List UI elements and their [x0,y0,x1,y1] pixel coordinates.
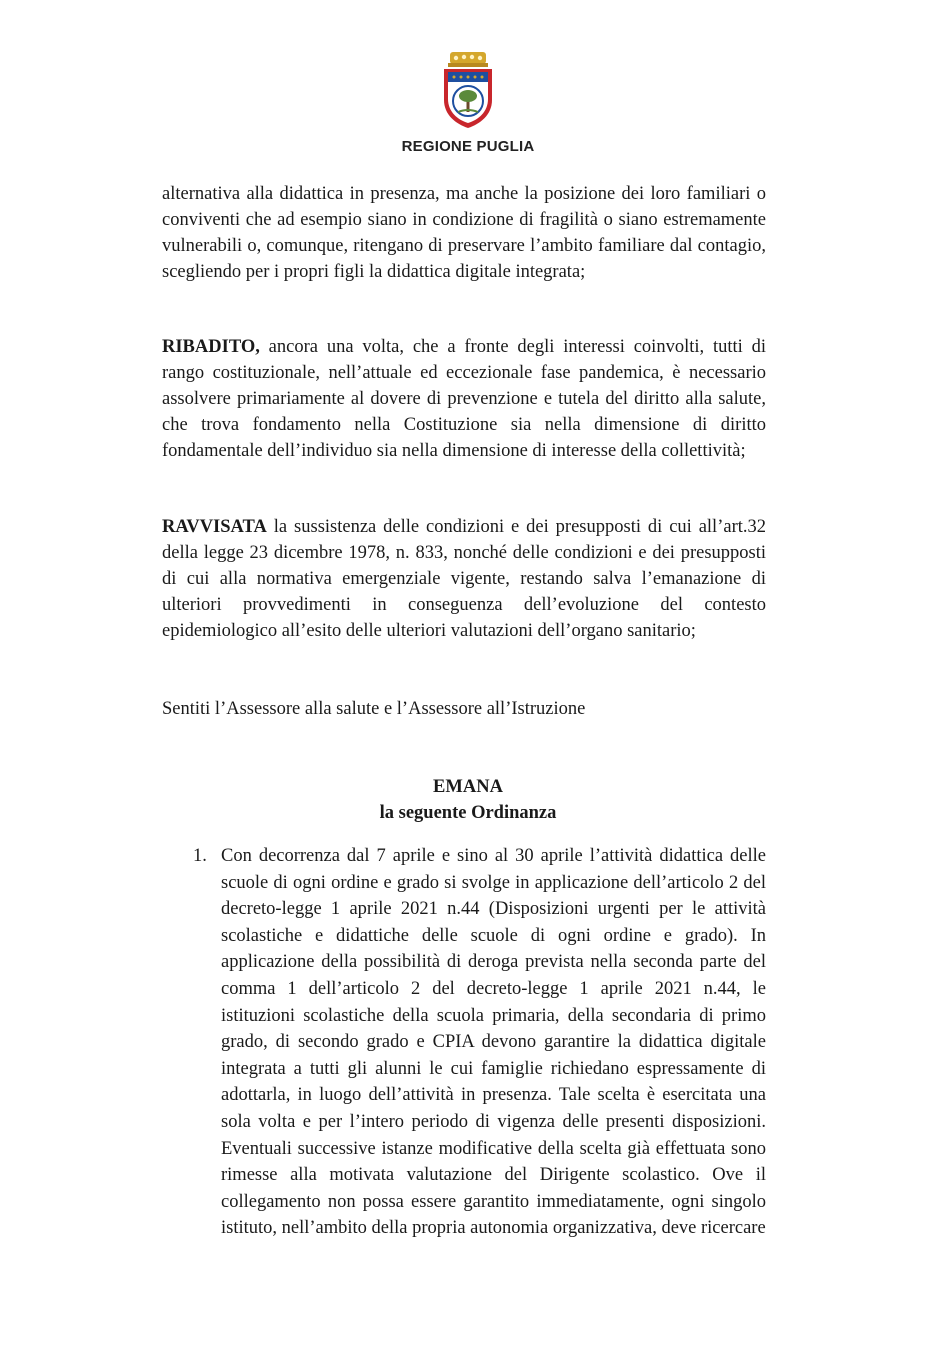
heading-emana: EMANA [433,777,503,797]
region-name: REGIONE PUGLIA [401,138,535,155]
ravvisata-lead: RAVVISATA [162,517,267,537]
paragraph-ribadito [162,334,766,464]
paragraph-alternativa: alternativa alla didattica in presenza, ma anche la posizione dei loro familiari o conviventi che ad esempio siano in condizione di fragilità o siano estremamente vulnerabili o, comunque, ritengano di preservare l’ambito familiare dal contagio, scegliendo per i propri figli la didattica digitale integrata; [162,184,766,282]
paragraph-ravvisata [162,514,766,644]
document-header [0,50,936,155]
regione-puglia-crest [436,50,500,130]
ribadito-text: ancora una volta, che a fronte degli interessi coinvolti, tutti di rango costituzionale, nell’attuale ed eccezionale fase pandemica, è necessario assolvere primariamente al dovere di prevenzione e tutela del diritto alla salute, che trova fondamento nella Costituzione sia nella dimensione di diritto fondamentale dell’individuo sia nella dimensione di interesse della collettività; [162,337,766,461]
heading-ordinanza: la seguente Ordinanza [379,803,557,823]
ribadito-lead: RIBADITO, [162,337,260,357]
ravvisata-text: la sussistenza delle condizioni e dei presupposti di cui all’art.32 della legge 23 dicembre 1978, n. 833, nonché delle condizioni e dei presupposti di cui alla normativa emergenziale vigente, restando salva l’emanazione di ulteriori provvedimenti in conseguenza dell’evoluzione del contesto epidemiologico all’esito delle ulteriori valutazioni dell’organo sanitario; [162,517,766,641]
list-item-number: 1. [193,846,207,866]
paragraph-sentiti: Sentiti l’Assessore alla salute e l’Assessore all’Istruzione [162,699,586,719]
list-item-text: Con decorrenza dal 7 aprile e sino al 30 aprile l’attività didattica delle scuole di ogni ordine e grado si svolge in applicazione dell’articolo 2 del decreto-legge 1 aprile 2021 n.44 (Disposizioni urgenti per le attività scolastiche e didattiche delle scuole di ogni ordine e grado). In applicazione della possibilità di deroga prevista nella seconda parte del comma 1 dell’articolo 2 del decreto-legge 1 aprile 2021 n.44, le istituzioni scolastiche della scuola primaria, della secondaria di primo grado, di secondo grado e CPIA devono garantire la didattica digitale integrata a tutti gli alunni le cui famiglie richiedano espressamente di adottarla, in luogo dell’attività in presenza. Tale scelta è esercitata una sola volta e per l’intero periodo di vigenza delle presenti disposizioni. Eventuali successive istanze modificative della scelta già effettuata sono rimesse alla motivata valutazione del Dirigente scolastico. Ove il collegamento non possa essere garantito immediatamente, ogni singolo istituto, nell’ambito della propria autonomia organizzativa, deve ricercare [221,846,766,1239]
